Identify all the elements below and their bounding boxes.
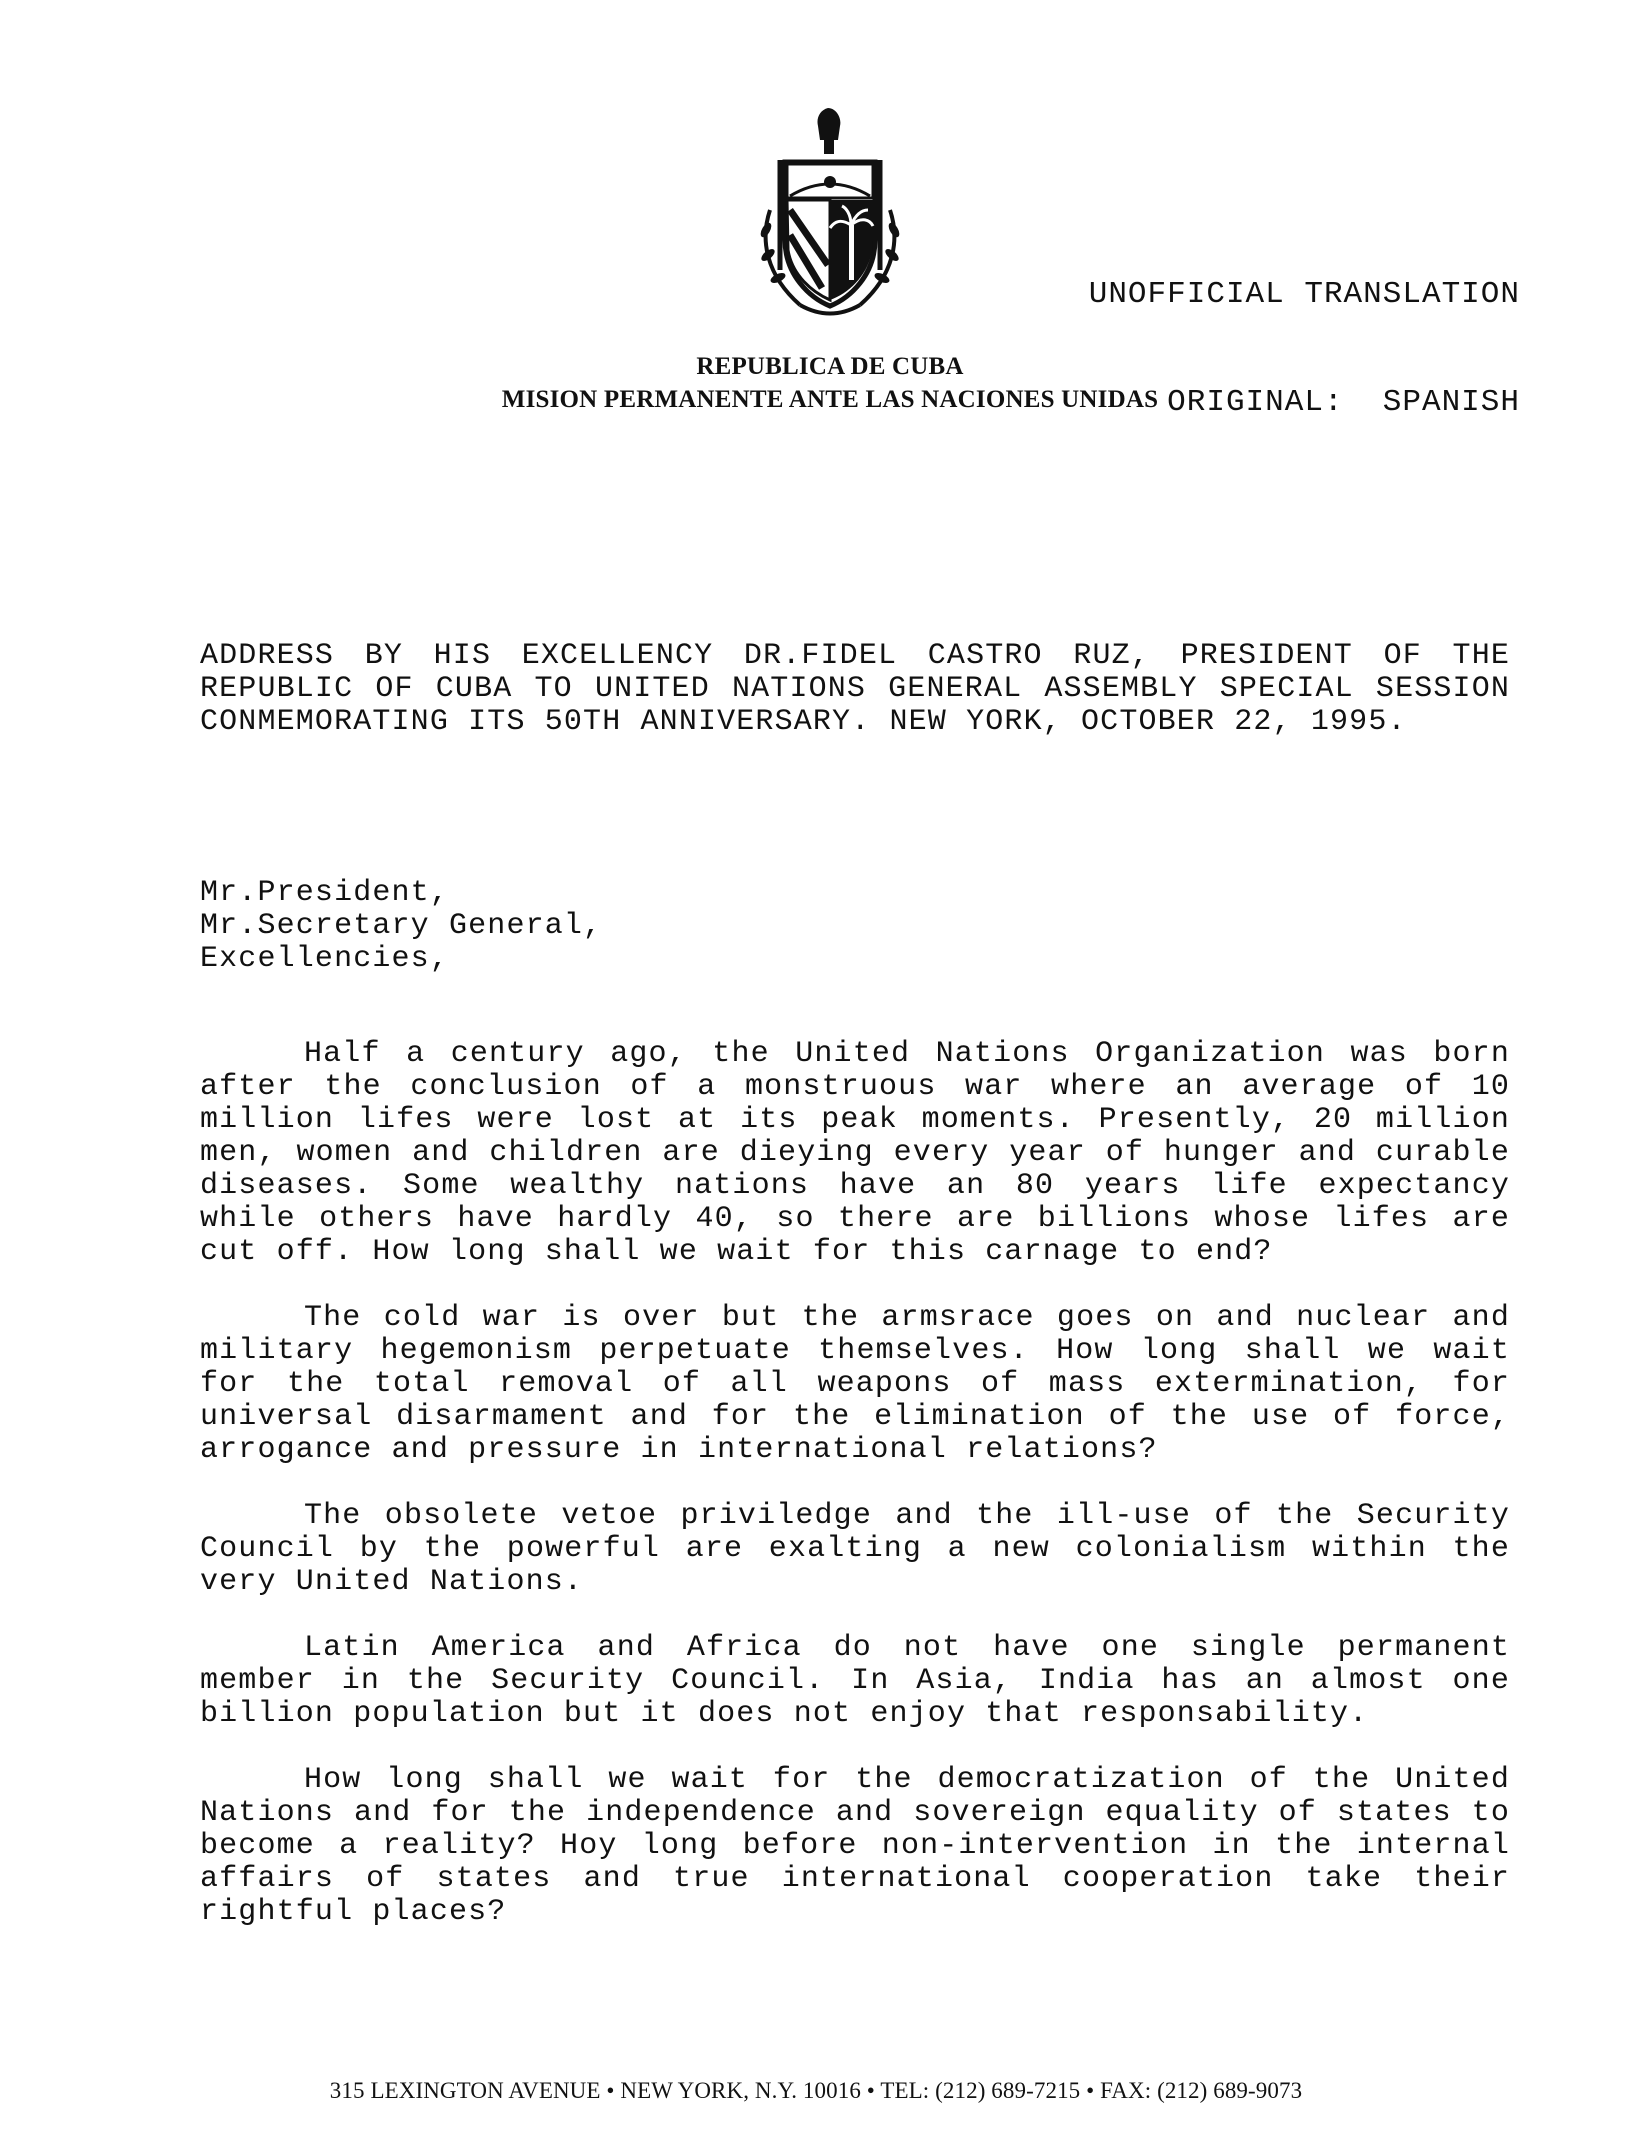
body-paragraph: The obsolete vetoe priviledge and the ill-use of the Security Council by the powerful are exalting a new colonialism within the very United Nations. — [200, 1499, 1510, 1599]
footer-address: 315 LEXINGTON AVENUE • NEW YORK, N.Y. 10016 • TEL: (212) 689-7215 • FAX: (212) 689-9073 — [329, 2078, 1303, 2103]
coat-of-arms-icon — [730, 100, 930, 330]
original-language-label: ORIGINAL: SPANISH — [1167, 385, 1520, 420]
body-paragraph: Latin America and Africa do not have one single permanent member in the Security Council. In Asia, India has an almost one billion population but it does not enjoy that responsability. — [200, 1631, 1510, 1731]
body-paragraph: The cold war is over but the armsrace goes on and nuclear and military hegemonism perpetuate themselves. How long shall we wait for the total removal of all weapons of mass extermination, for universal disarmament and for the elimination of the use of force, arrogance and pressure in international relations? — [200, 1301, 1510, 1467]
body-paragraph: How long shall we wait for the democratization of the United Nations and for the independence and sovereign equality of states to become a reality? Hoy long before non-intervention in the internal affairs of states and true international cooperation take their rightful places? — [200, 1763, 1510, 1929]
translation-note — [1060, 205, 1520, 493]
republic-name: REPUBLICA DE CUBA — [696, 353, 964, 380]
salutation — [200, 877, 1500, 976]
unofficial-translation-label: UNOFFICIAL TRANSLATION — [1088, 277, 1520, 312]
address-heading: ADDRESS BY HIS EXCELLENCY DR.FIDEL CASTRO RUZ, PRESIDENT OF THE REPUBLIC OF CUBA TO UNITED NATIONS GENERAL ASSEMBLY SPECIAL SESSION CONMEMORATING ITS 50TH ANNIVERSARY. NEW YORK, OCTOBER 22, 1995. — [200, 639, 1510, 739]
speech-body — [200, 1038, 1510, 1962]
body-paragraph: Half a century ago, the United Nations Organization was born after the conclusion of a monstruous war where an average of 10 million lifes were lost at its peak moments. Presently, 20 million men, women and children are dieying every year of hunger and curable diseases. Some wealthy nations have an 80 years life expectancy while others have hardly 40, so there are billions whose lifes are cut off. How long shall we wait for this carnage to end? — [200, 1037, 1510, 1269]
letterhead — [400, 350, 1260, 416]
mission-name: MISION PERMANENTE ANTE LAS NACIONES UNIDAS — [501, 386, 1159, 413]
salutation-line: Excellencies, — [200, 942, 449, 976]
salutation-line: Mr.President, — [200, 876, 449, 910]
salutation-line: Mr.Secretary General, — [200, 909, 603, 943]
